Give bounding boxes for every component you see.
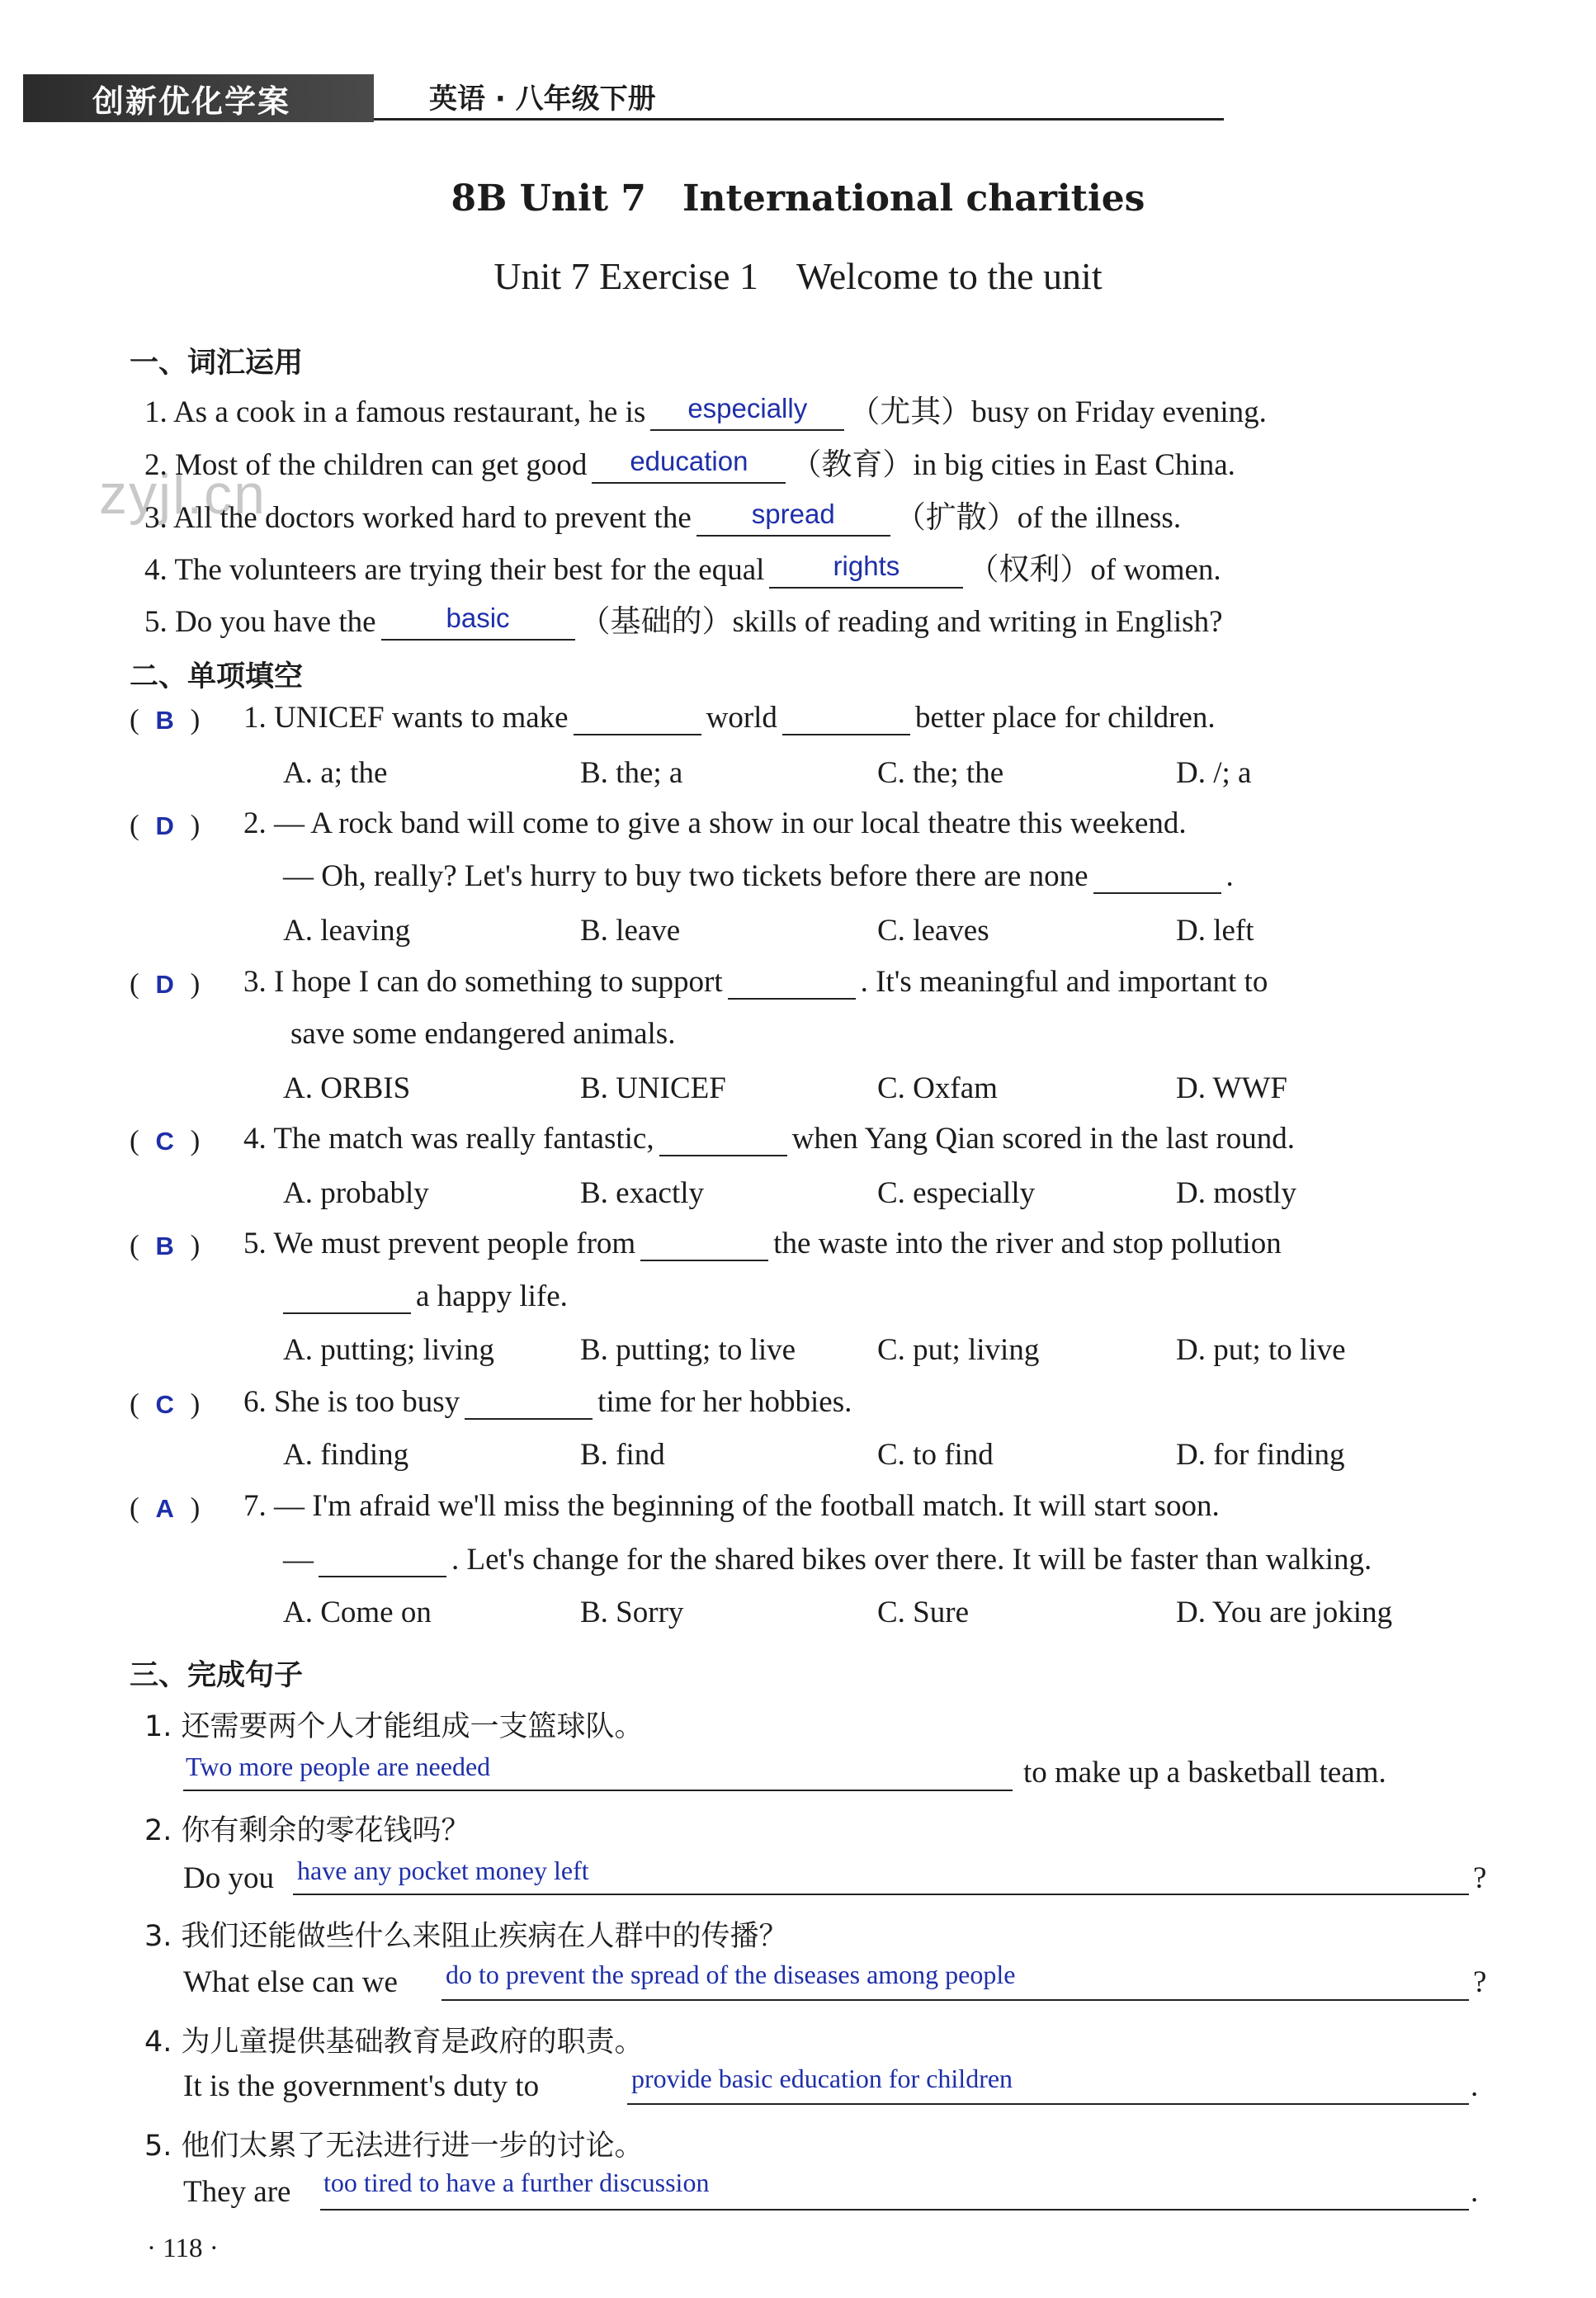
vocab-item-5: 5. Do you have the basic （基础的）skills of reading and writing in English? [144, 603, 1223, 639]
option-b: B. the; a [580, 756, 683, 790]
sentence-tail-5: . [1471, 2175, 1479, 2209]
mc-question-4: 4. The match was really fantastic, when Yang Qian scored in the last round. [243, 1122, 1295, 1156]
answer-line[interactable] [293, 1892, 1469, 1895]
question-blank[interactable] [659, 1122, 787, 1156]
option-d: D. /; a [1176, 756, 1252, 790]
sentence-head-5: They are [183, 2175, 291, 2209]
answer-text-1: Two more people are needed [186, 1752, 491, 1781]
answer-text-5: too tired to have a further discussion [323, 2168, 710, 2197]
option-d: D. put; to live [1176, 1333, 1346, 1367]
option-c: C. to find [877, 1438, 994, 1472]
sentence-tail-2: ? [1473, 1861, 1487, 1895]
option-c: C. Sure [877, 1596, 969, 1629]
unit-subtitle: Unit 7 Exercise 1 Welcome to the unit [493, 255, 1103, 297]
answer-blank[interactable]: rights [769, 554, 963, 589]
mc-question-3: 3. I hope I can do something to support . It's meaningful and important to [243, 965, 1268, 999]
answer-line[interactable] [441, 1998, 1469, 2001]
mc-question-7: 7. — I'm afraid we'll miss the beginning of the football match. It will start soon. [243, 1489, 1220, 1523]
question-blank[interactable] [465, 1385, 593, 1420]
mc-question-1: 1. UNICEF wants to make world better place for children. [243, 701, 1216, 735]
question-blank[interactable] [640, 1227, 768, 1261]
option-a: A. a; the [283, 756, 388, 790]
subject-label: 英语 · 八年级下册 [429, 83, 656, 116]
answer-paren[interactable]: ( A ) [130, 1492, 201, 1524]
option-b: B. find [580, 1438, 665, 1472]
answer-blank[interactable]: education [592, 449, 786, 484]
unit-title: 8B Unit 7 International charities [451, 177, 1145, 220]
option-d: D. for finding [1176, 1438, 1345, 1472]
mc-question-2: 2. — A rock band will come to give a show in our local theatre this weekend. [243, 806, 1187, 840]
cn-sentence-4: 4. 为儿童提供基础教育是政府的职责。 [144, 2026, 644, 2059]
question-blank[interactable] [283, 1279, 411, 1314]
cn-sentence-1: 1. 还需要两个人才能组成一支篮球队。 [144, 1710, 644, 1743]
answer-line[interactable] [183, 1788, 1013, 1791]
option-b: B. putting; to live [580, 1333, 796, 1367]
header-rule [374, 118, 1224, 121]
sentence-head-3: What else can we [183, 1965, 398, 1999]
option-b: B. Sorry [580, 1596, 684, 1629]
vocab-item-4: 4. The volunteers are trying their best for the equal rights （权利）of women. [144, 551, 1221, 587]
answer-paren[interactable]: ( D ) [130, 809, 201, 841]
answer-text-3: do to prevent the spread of the diseases among people [446, 1960, 1016, 1989]
option-a: A. putting; living [283, 1333, 494, 1367]
mc-question-3-line2: save some endangered animals. [290, 1017, 676, 1051]
cn-sentence-2: 2. 你有剩余的零花钱吗？ [144, 1814, 470, 1847]
answer-text-2: have any pocket money left [297, 1856, 589, 1885]
answer-paren[interactable]: ( B ) [130, 703, 201, 735]
question-blank[interactable] [782, 701, 910, 735]
vocab-item-1: 1. As a cook in a famous restaurant, he is especially （尤其）busy on Friday evening. [144, 393, 1267, 429]
question-blank[interactable] [319, 1543, 446, 1577]
option-a: A. ORBIS [283, 1071, 411, 1105]
mc-question-5: 5. We must prevent people from the waste into the river and stop pollution [243, 1227, 1282, 1260]
cn-sentence-3: 3. 我们还能做些什么来阻止疾病在人群中的传播？ [144, 1920, 788, 1953]
option-a: A. probably [283, 1176, 429, 1210]
option-c: C. leaves [877, 914, 989, 948]
answer-paren[interactable]: ( B ) [130, 1229, 201, 1261]
option-c: C. especially [877, 1176, 1036, 1210]
page-number: · 118 · [147, 2234, 219, 2263]
option-d: D. mostly [1176, 1176, 1296, 1210]
option-b: B. UNICEF [580, 1071, 726, 1105]
answer-paren[interactable]: ( C ) [130, 1124, 201, 1156]
option-c: C. put; living [877, 1333, 1040, 1367]
question-blank[interactable] [1093, 859, 1221, 894]
option-d: D. left [1176, 914, 1254, 948]
option-c: C. the; the [877, 756, 1004, 790]
vocab-item-3: 3. All the doctors worked hard to prevent the spread （扩散）of the illness. [144, 499, 1182, 535]
mc-question-2-line2: — Oh, really? Let's hurry to buy two tickets before there are none . [283, 859, 1234, 893]
sentence-tail-1: to make up a basketball team. [1023, 1756, 1386, 1790]
answer-line[interactable] [627, 2102, 1469, 2105]
answer-blank[interactable]: spread [696, 502, 890, 537]
mc-question-5-line2: a happy life. [278, 1279, 568, 1320]
option-d: D. You are joking [1176, 1596, 1393, 1629]
option-a: A. Come on [283, 1596, 432, 1629]
option-a: A. finding [283, 1438, 409, 1472]
vocab-item-2: 2. Most of the children can get good education （教育）in big cities in East China. [144, 446, 1235, 482]
sentence-head-4: It is the government's duty to [183, 2069, 540, 2103]
section2-heading: 二、单项填空 [130, 660, 304, 693]
sentence-tail-3: ? [1473, 1965, 1487, 1999]
answer-blank[interactable]: basic [381, 606, 575, 641]
answer-line[interactable] [320, 2207, 1469, 2211]
watermark: zyjl.cn [99, 463, 267, 526]
section3-heading: 三、完成句子 [130, 1659, 304, 1692]
answer-text-4: provide basic education for children [631, 2064, 1013, 2093]
brand-title: 创新优化学案 [92, 83, 291, 120]
cn-sentence-5: 5. 他们太累了无法进行进一步的讨论。 [144, 2130, 644, 2163]
section1-heading: 一、词汇运用 [130, 347, 304, 380]
answer-paren[interactable]: ( C ) [130, 1388, 201, 1420]
option-d: D. WWF [1176, 1071, 1287, 1105]
question-blank[interactable] [574, 701, 701, 735]
option-a: A. leaving [283, 914, 411, 948]
answer-paren[interactable]: ( D ) [130, 967, 201, 1000]
question-blank[interactable] [728, 965, 856, 1000]
option-b: B. leave [580, 914, 681, 948]
option-b: B. exactly [580, 1176, 705, 1210]
sentence-tail-4: . [1471, 2069, 1479, 2103]
option-c: C. Oxfam [877, 1071, 998, 1105]
mc-question-7-line2: — . Let's change for the shared bikes over there. It will be faster than walking. [283, 1543, 1372, 1577]
sentence-head-2: Do you [183, 1861, 274, 1895]
answer-blank[interactable]: especially [650, 396, 844, 431]
mc-question-6: 6. She is too busy time for her hobbies. [243, 1385, 852, 1419]
